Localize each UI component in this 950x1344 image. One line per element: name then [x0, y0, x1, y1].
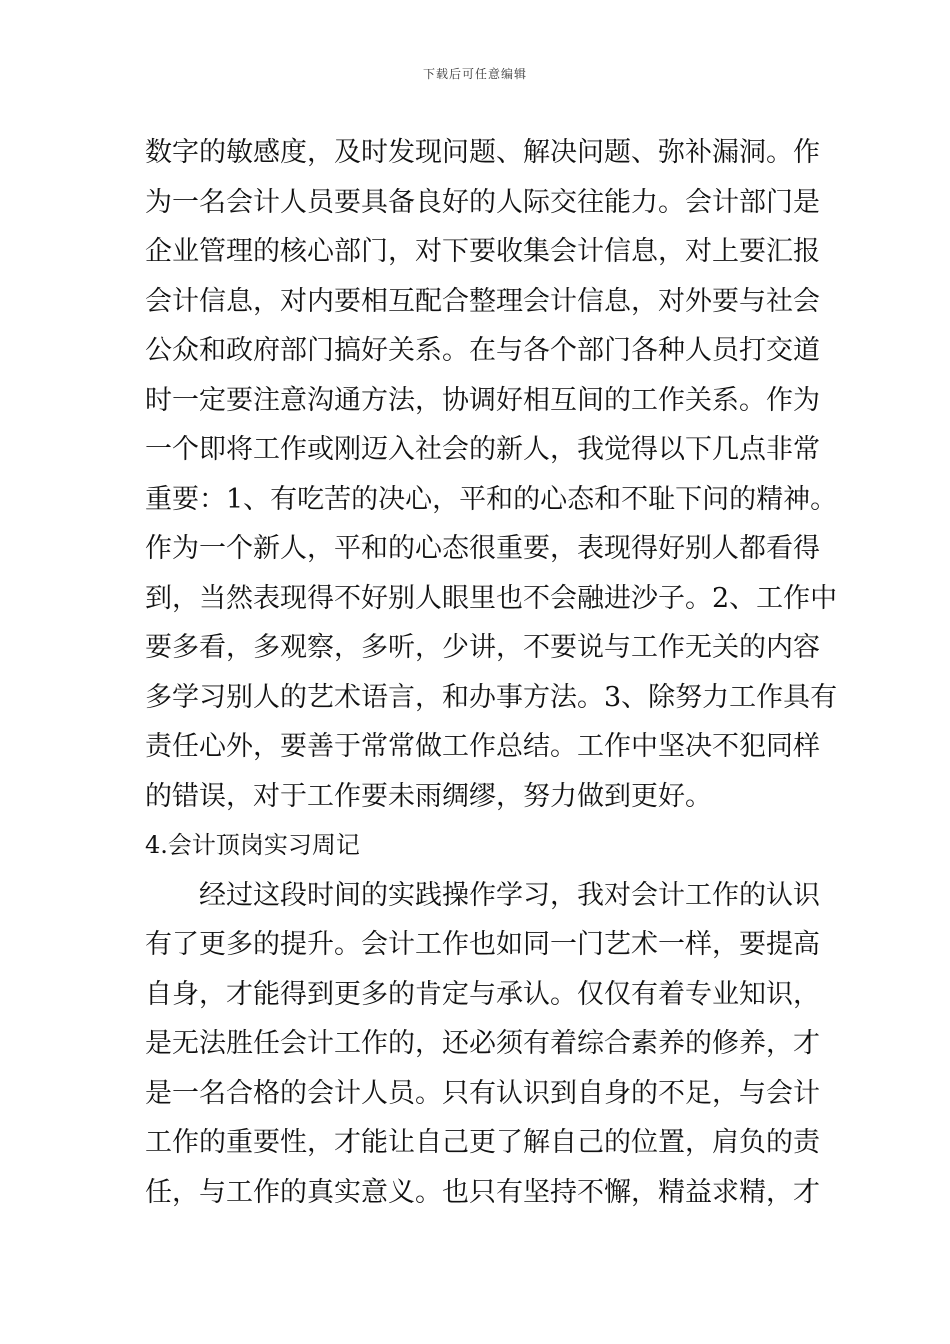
paragraph-line: 为一名会计人员要具备良好的人际交往能力。会计部门是	[145, 186, 820, 218]
paragraph-line: 是无法胜任会计工作的，还必须有着综合素养的修养，才	[145, 1028, 820, 1059]
paragraph-line: 经过这段时间的实践操作学习，我对会计工作的认识	[199, 879, 820, 911]
paragraph-line: 任，与工作的真实意义。也只有坚持不懈，精益求精，才	[145, 1176, 820, 1208]
paragraph-line: 的错误，对于工作要未雨绸缪，努力做到更好。	[145, 780, 712, 812]
paragraph-line: 会计信息，对内要相互配合整理会计信息，对外要与社会	[145, 285, 820, 317]
paragraph-line: 作为一个新人，平和的心态很重要，表现得好别人都看得	[145, 533, 820, 564]
paragraph-line: 重要：1、有吃苦的决心，平和的心态和不耻下问的精神。	[145, 483, 838, 515]
paragraph-line: 自身，才能得到更多的肯定与承认。仅仅有着专业知识，	[145, 978, 820, 1010]
paragraph-line: 是一名合格的会计人员。只有认识到自身的不足，与会计	[145, 1077, 820, 1109]
paragraph-line: 公众和政府部门搞好关系。在与各个部门各种人员打交道	[145, 335, 820, 366]
header-note: 下载后可任意编辑	[422, 67, 527, 81]
document-body	[145, 128, 838, 1217]
paragraph-line: 一个即将工作或刚迈入社会的新人，我觉得以下几点非常	[145, 434, 820, 465]
paragraph-line: 数字的敏感度，及时发现问题、解决问题、弥补漏洞。作	[145, 137, 820, 168]
paragraph-line: 责任心外，要善于常常做工作总结。工作中坚决不犯同样	[145, 731, 820, 762]
paragraph-line: 到，当然表现得不好别人眼里也不会融进沙子。2、工作中	[145, 582, 838, 614]
paragraph-line: 有了更多的提升。会计工作也如同一门艺术一样，要提高	[145, 929, 820, 960]
paragraph-line: 工作的重要性，才能让自己更了解自己的位置，肩负的责	[145, 1127, 820, 1158]
section-heading: 4.会计顶岗实习周记	[145, 831, 360, 859]
paragraph-line: 企业管理的核心部门，对下要收集会计信息，对上要汇报	[145, 236, 820, 267]
paragraph-line: 多学习别人的艺术语言，和办事方法。3、除努力工作具有	[145, 681, 838, 713]
paragraph-line: 要多看，多观察，多听，少讲，不要说与工作无关的内容	[145, 632, 820, 663]
paragraph-line: 时一定要注意沟通方法，协调好相互间的工作关系。作为	[145, 384, 820, 416]
